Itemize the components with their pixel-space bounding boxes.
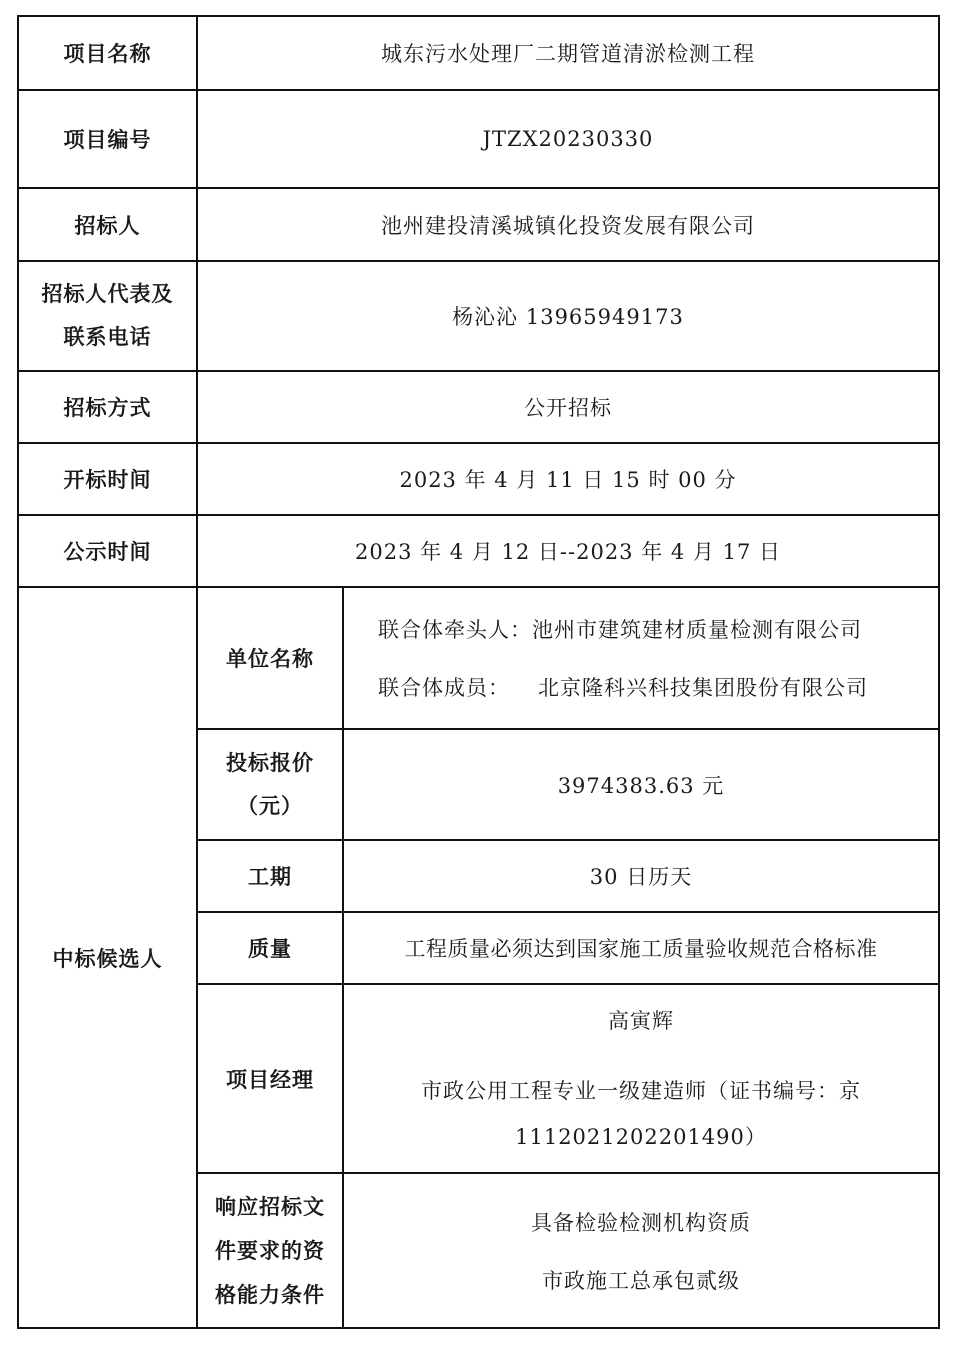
unit-lead: [378, 614, 932, 644]
tenderer-value: 池州建投清溪城镇化投资发展有限公司: [197, 188, 939, 261]
row-opening-time: [18, 443, 939, 515]
unit-lead-label: 联合体牵头人：: [378, 618, 532, 642]
unit-member-value: 北京隆科兴科技集团股份有限公司: [538, 676, 868, 700]
method-label: 招标方式: [18, 371, 197, 443]
project-name-value: 城东污水处理厂二期管道清淤检测工程: [197, 16, 939, 90]
unit-member-label: 联合体成员：: [378, 676, 510, 700]
unit-member: [378, 672, 932, 702]
manager-name: 高寅辉: [608, 1008, 674, 1033]
bid-price-label-line1: 投标报价: [226, 750, 314, 775]
quality-label: 质量: [197, 912, 343, 984]
manager-cert-line1: 市政公用工程专业一级建造师（证书编号：京: [421, 1078, 861, 1103]
qualification-label-line3: 格能力条件: [215, 1282, 325, 1307]
project-number-value: JTZX20230330: [197, 90, 939, 188]
publicity-time-label: 公示时间: [18, 515, 197, 587]
qualification-value: [343, 1173, 939, 1328]
duration-label: 工期: [197, 840, 343, 912]
opening-time-label: 开标时间: [18, 443, 197, 515]
manager-label: 项目经理: [197, 984, 343, 1173]
project-name-label: 项目名称: [18, 16, 197, 90]
row-unit: [18, 587, 939, 729]
row-project-number: [18, 90, 939, 188]
bid-price-label-line2: （元）: [237, 793, 303, 818]
row-method: [18, 371, 939, 443]
representative-label-line2: 联系电话: [63, 325, 152, 349]
representative-label-line1: 招标人代表及: [41, 282, 174, 306]
qualification-value-line1: 具备检验检测机构资质: [531, 1210, 751, 1235]
tenderer-label: 招标人: [18, 188, 197, 261]
row-tenderer: [18, 188, 939, 261]
manager-value: [343, 984, 939, 1173]
opening-time-value: 2023 年 4 月 11 日 15 时 00 分: [197, 443, 939, 515]
unit-label: 单位名称: [197, 587, 343, 729]
method-value: 公开招标: [197, 371, 939, 443]
candidate-label: 中标候选人: [18, 587, 197, 1328]
row-publicity-time: [18, 515, 939, 587]
project-number-label: 项目编号: [18, 90, 197, 188]
qualification-label-line2: 件要求的资: [215, 1238, 325, 1263]
unit-value: [343, 587, 939, 729]
quality-value: 工程质量必须达到国家施工质量验收规范合格标准: [343, 912, 939, 984]
row-project-name: [18, 16, 939, 90]
bid-price-value: 3974383.63 元: [343, 729, 939, 840]
manager-cert-line2: 1112021202201490）: [515, 1124, 767, 1149]
qualification-value-line2: 市政施工总承包贰级: [542, 1268, 740, 1293]
publicity-time-value: 2023 年 4 月 12 日--2023 年 4 月 17 日: [197, 515, 939, 587]
bid-price-label: [197, 729, 343, 840]
row-representative: [18, 261, 939, 371]
unit-lead-value: 池州市建筑建材质量检测有限公司: [532, 618, 862, 642]
bid-result-table: [17, 15, 940, 1329]
duration-value: 30 日历天: [343, 840, 939, 912]
qualification-label-line1: 响应招标文: [215, 1194, 325, 1219]
representative-value: 杨沁沁 13965949173: [197, 261, 939, 371]
representative-label: [18, 261, 197, 371]
qualification-label: [197, 1173, 343, 1328]
